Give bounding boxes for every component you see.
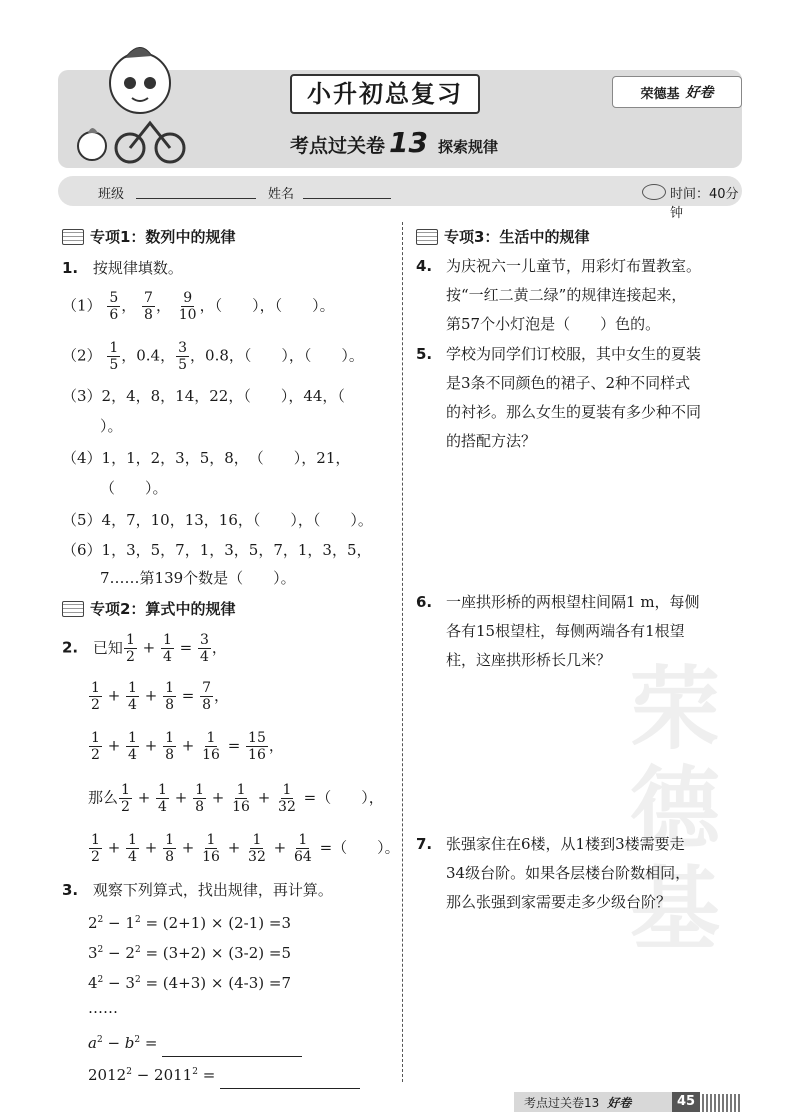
question-number: 4. xyxy=(416,257,433,275)
fraction: $\frac{1}{8}$ xyxy=(165,730,174,763)
q1-part4-cont: （ ）。 xyxy=(100,479,168,497)
series-title: 小升初总复习 xyxy=(290,74,480,114)
answer-line[interactable] xyxy=(162,1042,302,1057)
fraction: $\frac{3}{4}$ xyxy=(200,632,209,665)
question-line: 一座拱形桥的两根望柱间隔1 m，每侧 xyxy=(446,593,700,611)
question-number: 3. xyxy=(62,881,79,899)
equation-text: = (3+2) × (3-2) =5 xyxy=(145,944,291,962)
q3-line-3: $4^2 - 3^2 = (4+3) \times (4-3) =7$ xyxy=(88,974,291,992)
q1-part1: （1） $\frac{5}{6}$ ， $\frac{7}{8}$ ， $\frac{9}{10}$ ，（ ），（ ）。 xyxy=(62,290,335,323)
fraction: $\frac{1}{4}$ xyxy=(158,782,167,815)
fraction: $\frac{1}{4}$ xyxy=(128,832,137,865)
equation-text: = (2+1) × (2-1) =3 xyxy=(145,914,291,932)
watermark: 荣德基 xyxy=(630,657,720,962)
question-number: 7. xyxy=(416,835,433,853)
book-icon xyxy=(62,229,84,245)
question-number: 5. xyxy=(416,345,433,363)
fraction: $\frac{1}{16}$ xyxy=(232,782,250,815)
class-label: 班级 xyxy=(98,187,125,202)
section-1-heading xyxy=(62,226,235,247)
question-number: 2. xyxy=(62,638,79,657)
time-label: 时间：40分钟 xyxy=(670,187,739,221)
question-line: 各有15根望柱，每侧两端各有1根望 xyxy=(446,622,685,640)
fraction: $\frac{15}{16}$ xyxy=(248,730,266,763)
question-line: 第57个小灯泡是（ ）色的。 xyxy=(446,315,661,333)
question-line: 学校为同学们订校服，其中女生的夏装 xyxy=(446,345,702,363)
fraction: $\frac{1}{2}$ xyxy=(125,632,135,665)
footer-label: 考点过关卷13 xyxy=(524,1095,600,1110)
part-text: ，（ ），（ ）。 xyxy=(199,296,335,315)
section-3-title: 专项3：生活中的规律 xyxy=(444,228,590,246)
answer-blank[interactable]: =（ ）， xyxy=(303,788,384,807)
answer-line[interactable] xyxy=(220,1074,360,1089)
q3-line-1: $2^2 - 1^2 = (2+1) \times (2-1) =3$ xyxy=(88,914,291,932)
question-line: 是3条不同颜色的裙子、2种不同样式 xyxy=(446,374,691,392)
q3-dots: …… xyxy=(88,999,118,1017)
exam-topic: 探索规律 xyxy=(437,138,498,156)
question-number: 6. xyxy=(416,593,433,611)
question-text: 已知 xyxy=(92,638,123,657)
q3-line-2: $3^2 - 2^2 = (3+2) \times (3-2) =5$ xyxy=(88,944,291,962)
question-1-stem xyxy=(62,254,183,282)
book-icon xyxy=(416,229,438,245)
fraction: $\frac{1}{4}$ xyxy=(128,730,137,763)
question-line: 那么张强到家需要走多少级台阶？ xyxy=(446,893,672,911)
equals-sign: = xyxy=(202,1066,216,1084)
part-text: ，0.8，（ ），（ ）。 xyxy=(190,346,364,365)
question-line: 按“一红二黄二绿”的规律连接起来， xyxy=(446,286,687,304)
fraction: $\frac{7}{8}$ xyxy=(144,290,153,323)
column-divider xyxy=(402,222,403,1082)
fraction: $\frac{1}{2}$ xyxy=(91,832,100,865)
question-line: 34级台阶。如果各层楼台阶数相同， xyxy=(446,864,691,882)
fraction: $\frac{1}{4}$ xyxy=(128,680,137,713)
question-line: 的衬衫。那么女生的夏装有多少种不同 xyxy=(446,403,702,421)
book-icon xyxy=(62,601,84,617)
question-2-line-4: 那么 $\frac{1}{2}$ + $\frac{1}{4}$ + $\frac{1}{8}$ + $\frac{1}{16}$ + $\frac{1}{32}$ =（ ）， xyxy=(88,782,384,815)
info-bar xyxy=(58,176,742,221)
fraction: $\frac{5}{6}$ xyxy=(109,290,119,323)
brand-sub: 好卷 xyxy=(685,85,714,101)
fraction: $\frac{1}{16}$ xyxy=(202,730,220,763)
question-text: 按规律填数。 xyxy=(92,259,183,277)
q1-part3-cont: ）。 xyxy=(100,417,123,435)
brand-logo xyxy=(612,76,742,108)
fraction: $\frac{3}{5}$ xyxy=(178,340,188,373)
fraction: $\frac{1}{16}$ xyxy=(202,832,220,865)
question-text: 观察下列算式，找出规律，再计算。 xyxy=(92,881,333,899)
equation-text: = (4+3) × (4-3) =7 xyxy=(145,974,291,992)
question-2-line-5: $\frac{1}{2}$ + $\frac{1}{4}$ + $\frac{1}{8}$ + $\frac{1}{16}$ + $\frac{1}{32}$ + $\frac{1}{64}$ =（ ）。 xyxy=(91,832,400,865)
section-1-title: 专项1：数列中的规律 xyxy=(90,228,236,246)
question-3-stem xyxy=(62,876,333,904)
footer-brand: 好卷 xyxy=(607,1095,632,1110)
section-3-heading xyxy=(416,226,589,247)
fraction: $\frac{1}{2}$ xyxy=(91,730,100,763)
fraction: $\frac{9}{10}$ xyxy=(178,290,197,323)
part-index: （2） xyxy=(62,346,102,365)
question-7 xyxy=(416,830,746,917)
exam-title-prefix: 考点过关卷 xyxy=(290,135,386,157)
question-6 xyxy=(416,588,746,675)
question-5 xyxy=(416,340,746,456)
q3-line-5: $2012^2 - 2011^2$ = xyxy=(88,1058,360,1089)
fraction: $\frac{1}{2}$ xyxy=(121,782,130,815)
question-line: 为庆祝六一儿童节，用彩灯布置教室。 xyxy=(446,257,702,275)
fraction: $\frac{1}{4}$ xyxy=(162,632,172,665)
exam-title xyxy=(290,126,498,159)
footer-decoration xyxy=(702,1094,742,1112)
question-line: 的搭配方法？ xyxy=(446,432,537,450)
fraction: $\frac{7}{8}$ xyxy=(202,680,212,713)
mascot-illustration xyxy=(70,38,190,168)
question-line: 柱，这座拱形桥长几米？ xyxy=(446,651,612,669)
q1-part3: （3）2，4，8，14，22，（ ），44，（ xyxy=(62,387,345,405)
clock-icon xyxy=(642,184,666,200)
q1-part6: （6）1，3，5，7，1，3，5，7，1，3，5， xyxy=(62,541,372,559)
q1-part2 xyxy=(62,340,364,373)
fraction: $\frac{1}{8}$ xyxy=(165,680,174,713)
equals-sign: = xyxy=(144,1034,158,1052)
part-index: （1） xyxy=(62,296,102,315)
fraction: $\frac{1}{5}$ xyxy=(109,340,119,373)
fraction: $\frac{1}{64}$ xyxy=(293,832,312,865)
question-2-line-3: $\frac{1}{2}$ + $\frac{1}{4}$ + $\frac{1}{8}$ + $\frac{1}{16}$ = $\frac{15}{16}$ ， xyxy=(91,730,284,763)
answer-blank[interactable]: =（ ）。 xyxy=(319,838,400,857)
name-label: 姓名 xyxy=(268,187,295,202)
part-text: ，0.4， xyxy=(121,346,176,365)
section-2-title: 专项2：算式中的规律 xyxy=(90,600,236,618)
question-line: 张强家住在6楼，从1楼到3楼需要走 xyxy=(446,835,685,853)
class-field[interactable] xyxy=(136,198,256,199)
question-2-line-1: 2. 已知 $\frac{1}{2}$ + $\frac{1}{4}$ = $\frac{3}{4}$ ， xyxy=(62,632,227,665)
question-number: 1. xyxy=(62,259,79,277)
q3-line-4: $a^2 - b^2$ = xyxy=(88,1026,302,1057)
q1-part4: （4）1，1，2，3，5，8， （ ），21， xyxy=(62,449,351,467)
section-2-heading xyxy=(62,598,235,619)
fraction: $\frac{1}{8}$ xyxy=(165,832,174,865)
question-2-line-2: $\frac{1}{2}$ + $\frac{1}{4}$ + $\frac{1}{8}$ = $\frac{7}{8}$ ， xyxy=(91,680,230,713)
fraction: $\frac{1}{32}$ xyxy=(278,782,296,815)
brand-name: 荣德基 xyxy=(640,86,680,102)
page-number: 45 xyxy=(672,1092,700,1112)
q1-part6-cont: 7……第139个数是（ ）。 xyxy=(100,569,296,587)
q1-part5: （5）4，7，10，13，16，（ ），（ ）。 xyxy=(62,511,373,529)
fraction: $\frac{1}{32}$ xyxy=(248,832,266,865)
question-4 xyxy=(416,252,746,339)
fraction: $\frac{1}{2}$ xyxy=(91,680,100,713)
name-field[interactable] xyxy=(303,198,391,199)
question-text: 那么 xyxy=(88,788,119,807)
fraction: $\frac{1}{8}$ xyxy=(195,782,204,815)
exam-number: 13 xyxy=(389,126,428,159)
